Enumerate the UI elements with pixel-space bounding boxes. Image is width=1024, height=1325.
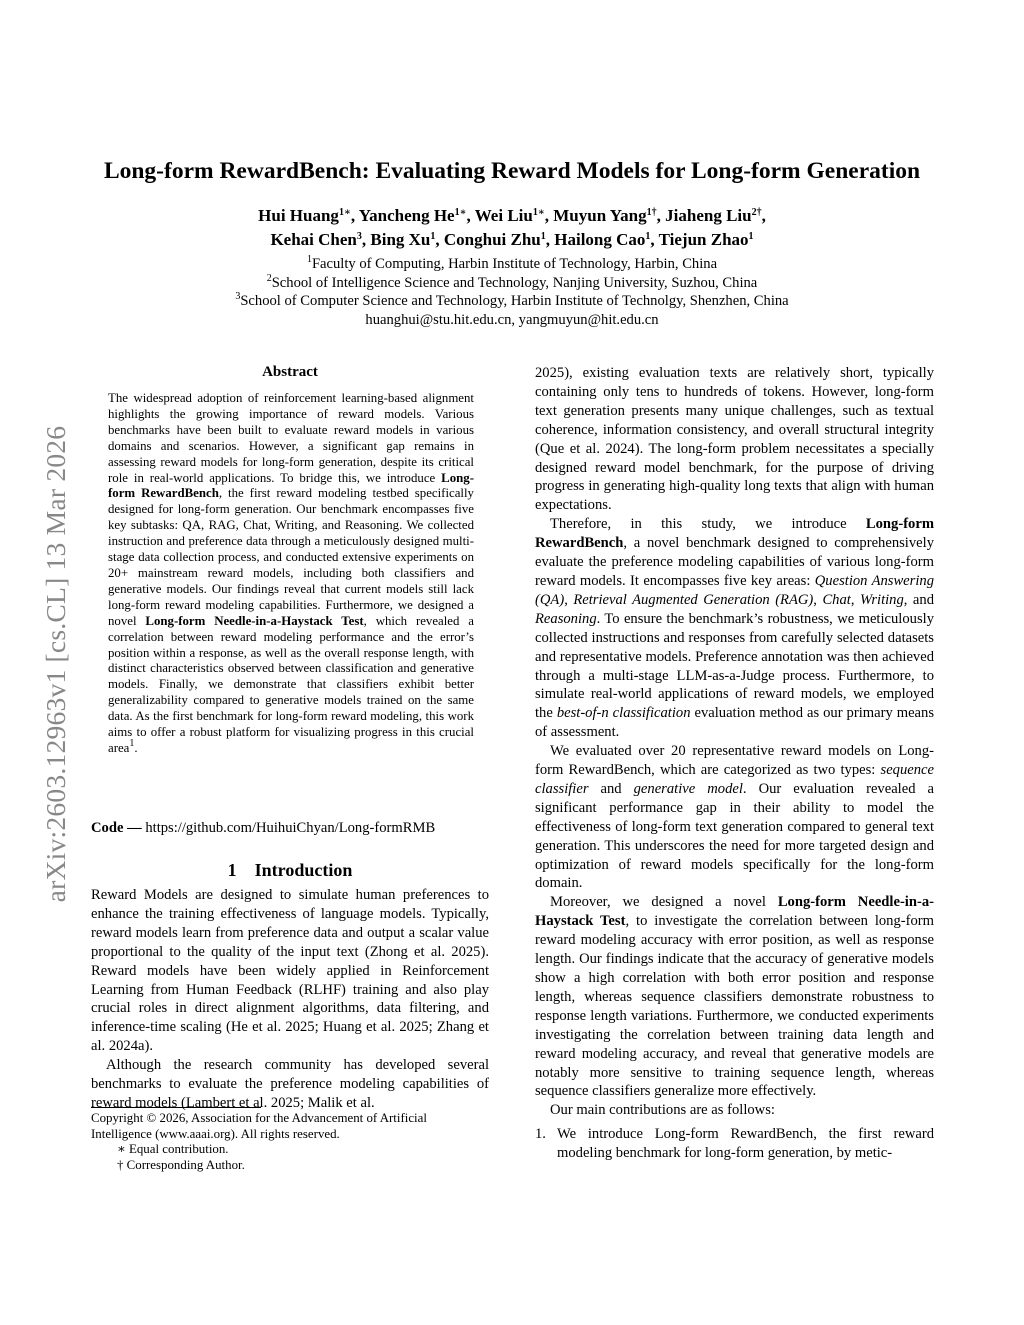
abstract-heading: Abstract (262, 364, 318, 380)
author: Jiaheng Liu (665, 206, 752, 225)
author-line-1: Hui Huang$^{1∗}$, Yancheng $He^{1∗}$, Wei Liu$^{1∗}$, Muyun Yang$^{1\dagger}$, Jiaheng Liu$^{2\dagger}$, (258, 206, 766, 225)
author-line-2: Kehai Chen$^3$, Bing Xu$^1$, Conghui Zhu$^1$, Hailong Cao$^1$, Tiejun Zhao$^1$ (270, 230, 754, 249)
italic-text: sequence classifier (535, 762, 934, 797)
author-sup: 1 (540, 231, 546, 242)
paragraph (535, 515, 934, 742)
abstract-text: , the first reward modeling testbed specifically designed for long-form generation. Our benchmark encompasses five key subtasks: QA, RAG, Chat, Writing, and Reasoning. We collected instruction and preference data through a meticulously designed multi-stage data collection process, and conducted extensive experiments on 20+ mainstream reward models, including both classifiers and generative models. Our findings reveal that current models still lack long-form reward modeling capabilities. Furthermore, we designed a novel (108, 486, 474, 628)
affiliation-text: School of Intelligence Science and Technology, Nanjing University, Suzhou, China (271, 275, 758, 291)
author: Tiejun Zhao (658, 230, 749, 249)
affiliation-sup: 2 (266, 273, 272, 284)
text: , to investigate the correlation between long-form reward modeling accuracy with error position, as well as response length. Our findings indicate that the accuracy of generative models show a high correlation with both error position and response length, whereas sequence classifiers demonstrate robustness to response length variations. Furthermore, we conducted experiments investigating the correlation between training data length and reward modeling accuracy, and reveal that generative models are notably more sensitive to training sequence length, whereas sequence classifiers generalize more effectively. (535, 913, 934, 1100)
abstract-bold: Long-form Needle-in-a-Haystack Test (145, 613, 364, 628)
affiliation-text: School of Computer Science and Technology, Harbin Institute of Technolgy, Shenzhen, China (240, 293, 789, 309)
paragraph (535, 893, 934, 1101)
text: . To ensure the benchmark’s robustness, we meticulously collected instructions and responses from carefully selected datasets and representative models. Preference annotation was then achieved through a multi-stage LLM-as-a-Judge process. Furthermore, to simulate real-world applications of reward models, we employed the (535, 610, 934, 722)
author-sup: 1 (645, 231, 651, 242)
abstract-text: , which revealed a correlation between reward modeling performance and the error’s position within a response, as well as the overall response length, with distinct characteristics observed between classification and generative models. Finally, we demonstrate that classifiers exhibit better generalizability compared to generative models trained on the same data. As the first benchmark for long-form reward modeling, this work aims to offer a robust platform for visualizing progress in this crucial area (108, 613, 474, 755)
italic-text: best-of-n classification (556, 705, 691, 722)
text: evaluation method as our primary means of assessment. (535, 705, 934, 741)
list-text: We introduce Long-form RewardBench, the first reward modeling benchmark for long-form generation, by metic- (557, 1126, 934, 1162)
list-number: 1. (535, 1126, 546, 1143)
author-sup: 3 (356, 231, 362, 242)
intro-body (91, 886, 489, 1113)
author-sup: 1 (430, 231, 436, 242)
footnote-text: Corresponding Author. (123, 1157, 245, 1172)
bold-text: Long-form Needle-in-a-Haystack Test (535, 894, 934, 930)
text: Moreover, we designed a novel (550, 894, 778, 911)
text: We evaluated over 20 representative reward models on Long-form RewardBench, which are categorized as two types: (535, 743, 934, 779)
text: . Our evaluation revealed a significant performance gap in their ability to model the effectiveness of long-form text generation compared to general text generation. This underscores the need for more targeted design and optimization of reward models specifically for the long-form domain. (535, 780, 934, 892)
author: Kehai Chen (270, 230, 357, 249)
footnote-text: Equal contribution. (125, 1142, 229, 1156)
footnote-mark: ∗ (117, 1142, 126, 1156)
text: , (850, 591, 860, 608)
author-sup: 1∗ (532, 207, 545, 218)
author: Hui Huang (258, 206, 339, 225)
affiliation-1 (0, 255, 1024, 274)
abstract-text: The widespread adoption of reinforcement learning-based alignment highlights the growing importance of reward models. Various benchmarks have been built to evaluate reward models in various domains and scenarios. However, a significant gap remains in assessing reward models for long-form generation, despite its critical role in real-world applications. To bridge this, we introduce (108, 391, 474, 485)
right-column (535, 364, 934, 1163)
text: , and (903, 591, 935, 608)
bold-text: Long-form RewardBench (535, 516, 934, 552)
author: Hailong Cao (554, 230, 646, 249)
author: Yancheng He (358, 206, 455, 225)
author-sup: 1∗ (454, 207, 467, 218)
affiliation-2 (0, 274, 1024, 293)
section-title: Introduction (254, 860, 353, 880)
italic-text: Question Answering (QA) (535, 572, 934, 608)
paragraph: Reward Models are designed to simulate human preferences to enhance the training effectiveness of language models. Typically, reward models learn from preference data and output a scalar value proportional to the quality of the input text (Zhong et al. 2025). Reward models have been widely applied in Reinforcement Learning from Human Feedback (RLHF) training and also play crucial roles in direct alignment algorithms, data filtering, and inference-time scaling (He et al. 2025; Huang et al. 2025; Zhang et al. 2024a). (91, 887, 489, 1055)
arxiv-id: arXiv:2603.12963v1 [cs.CL] 13 Mar 2026 (40, 425, 71, 903)
arxiv-sidebar (38, 370, 74, 958)
author: Muyun Yang (553, 206, 647, 225)
author-sup: 1 (748, 231, 754, 242)
author-sup: 1∗ (338, 207, 351, 218)
text: , a novel benchmark designed to comprehensively evaluate the preference modeling capabilities of various long-form reward models. It encompasses five key areas: (535, 535, 934, 589)
list-item (535, 1125, 934, 1163)
affiliation-text: Faculty of Computing, Harbin Institute of Technology, Harbin, China (311, 256, 718, 272)
paragraph: 2025), existing evaluation texts are relatively short, typically containing only tens to hundreds of tokens. However, long-form text generation presents many unique challenges, such as textual coherence, information consistency, and overall structural integrity (Que et al. 2024). The long-form problem necessitates a specially designed reward model benchmark, for the purpose of driving progress in generating high-quality long texts that align with human expectations. (535, 365, 934, 514)
footnote-corresponding (91, 1158, 489, 1174)
code-link-line (91, 820, 511, 837)
footnote-divider (91, 1107, 261, 1108)
affiliation-3 (0, 292, 1024, 311)
footnote-equal (91, 1142, 489, 1158)
paragraph: Although the research community has developed several benchmarks to evaluate the preference modeling capabilities of reward models (Lambert et al. 2025; Malik et al. (91, 1057, 489, 1111)
author-sup: 2† (751, 207, 762, 218)
abstract-body (108, 391, 474, 757)
affiliation-sup: 3 (235, 291, 241, 302)
author: Conghui Zhu (443, 230, 541, 249)
author-emails: huanghui@stu.hit.edu.cn, yangmuyun@hit.edu.cn (365, 312, 659, 328)
author: Bing Xu (370, 230, 431, 249)
affiliation-sup: 1 (306, 254, 312, 265)
paragraph: Our main contributions are as follows: (550, 1102, 775, 1119)
author: Wei Liu (474, 206, 533, 225)
italic-text: Retrieval Augmented Generation (RAG) (573, 591, 814, 608)
code-url-link[interactable]: https://github.com/HuihuiChyan/Long-formRMB (145, 820, 436, 836)
abstract-bold: Long-form RewardBench (108, 470, 474, 501)
text: and (588, 780, 634, 797)
section-heading (91, 860, 489, 881)
italic-text: Chat (822, 591, 851, 608)
paper-title: Long-form RewardBench: Evaluating Reward Models for Long-form Generation (103, 158, 921, 184)
italic-text: Writing (859, 591, 904, 608)
text: , (813, 591, 823, 608)
copyright-notice: Copyright © 2026, Association for the Advancement of Artificial Intelligence (www.aaai.org). All rights reserved. (91, 1111, 427, 1141)
section-number: 1 (227, 860, 237, 880)
italic-text: generative model (633, 780, 743, 797)
footnote-marker: 1 (129, 737, 135, 749)
footnote-mark: † (117, 1157, 124, 1172)
code-label: Code — (91, 820, 142, 836)
italic-text: Reasoning (535, 610, 597, 627)
abstract-text: . (134, 740, 138, 755)
text: Therefore, in this study, we introduce (550, 516, 866, 533)
text: , (564, 591, 574, 608)
author-sup: 1† (646, 207, 657, 218)
footnotes (91, 1111, 489, 1173)
paragraph (535, 742, 934, 893)
